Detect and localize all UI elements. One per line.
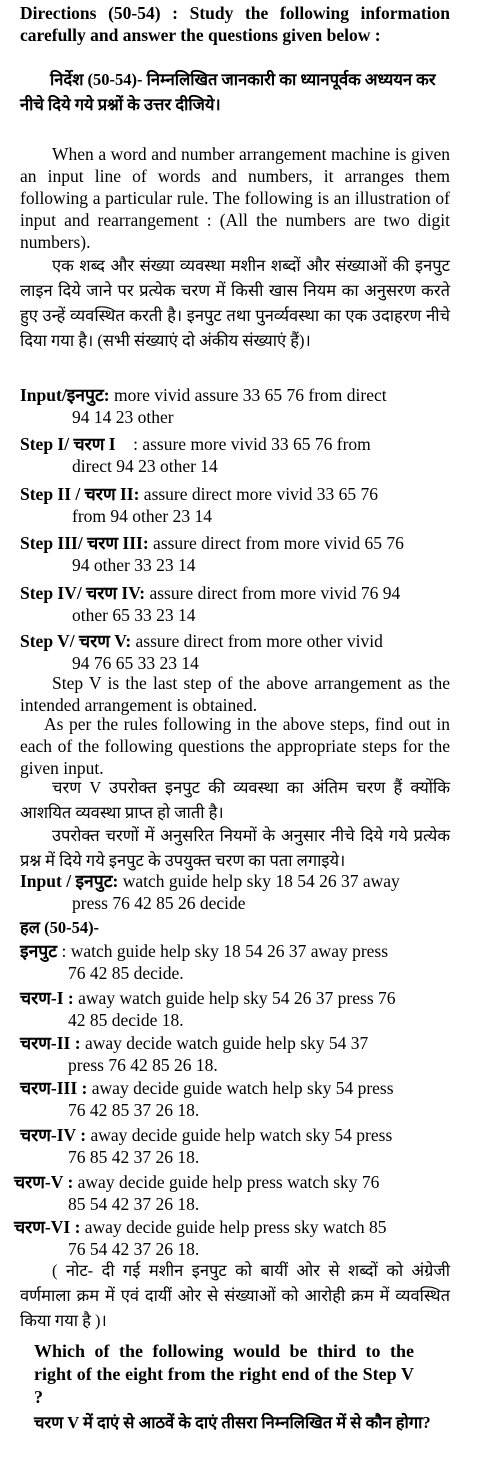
example-step-2 [20,483,460,527]
step-text-continued: 94 14 23 other [72,407,174,427]
step-text: : watch guide help sky 18 54 26 37 away press [57,941,389,961]
question-text-hindi: चरण V में दाएं से आठवें के दाएं तीसरा निम्नलिखित में से कौन होगा? [34,1413,431,1432]
step-text-continued: 76 85 42 37 26 18. [68,1147,200,1167]
example-step-1 [20,433,460,477]
step-text: assure direct from more other vivid [131,631,383,651]
last-step-note-hindi: चरण V उपरोक्त इनपुट की व्यवस्था का अंतिम चरण हैं क्योंकि आशयित व्यवस्था प्राप्त हो जाती है। [20,778,450,822]
step-text: away watch guide help sky 54 26 37 press 76 [73,988,396,1008]
step-text-continued: direct 94 23 other 14 [72,456,218,476]
step-text: more vivid assure 33 65 76 from direct [109,385,387,405]
step-text: away decide watch guide help sky 54 37 [80,1033,369,1053]
directions-heading-hindi: निर्देश (50-54)- निम्नलिखित जानकारी का ध्यानपूर्वक अध्ययन कर नीचे दिये गये प्रश्नों के उत्तर दीजिये। [20,70,436,114]
step-label: Step III/ चरण III: [20,533,149,553]
last-step-note: Step V is the last step of the above arrangement as the intended arrangement is obtained. [20,673,450,715]
step-label: चरण-VI : [14,1217,81,1237]
step-text-continued: other 65 33 23 14 [72,605,196,625]
step-text-continued: 42 85 decide 18. [68,1010,184,1030]
step-text-continued: 76 42 85 37 26 18. [68,1100,200,1120]
directions-heading: Directions (50-54) : Study the following information carefully and answer the questions given below : [20,3,450,45]
example-step-5 [20,630,460,674]
example-input [20,384,460,428]
step-text: away decide guide help press watch sky 76 [73,1172,380,1192]
solution-step-5 [14,1171,470,1215]
given-input-text: watch guide help sky 18 54 26 37 away [118,871,400,891]
solution-input [20,940,470,984]
example-step-3 [20,532,460,576]
step-label: Step II / चरण II: [20,484,140,504]
step-text: assure direct from more vivid 76 94 [145,583,401,603]
step-text: : assure more vivid 33 65 76 from [115,434,371,454]
step-text: away decide guide help watch sky 54 press [86,1125,393,1145]
step-text: assure direct from more vivid 65 76 [148,533,404,553]
example-step-4 [20,582,460,626]
rules-instruction-hindi: उपरोक्त चरणों में अनुसरित नियमों के अनुसार नीचे दिये गये प्रत्येक प्रश्न में दिये गये इनपुट के उपयुक्त चरण का पता लगाइये। [20,826,450,870]
intro-paragraph: When a word and number arrangement machine is given an input line of words and numbers, it arranges them following a particular rule. The following is an illustration of input and rearrangement : (All the numbers are two digit numbers). [20,144,450,252]
solution-step-3 [20,1077,470,1121]
step-label: चरण-V : [14,1172,74,1192]
solution-note: ( नोट- दी गई मशीन इनपुट को बायीं ओर से शब्दों को अंग्रेजी वर्णमाला क्रम में एवं दायीं ओर से संख्याओं को आरोही क्रम में व्यवस्थित किया गया है )। [20,1261,450,1330]
solution-step-6 [14,1216,470,1260]
step-label: Step IV/ चरण IV: [20,583,146,603]
step-label: इनपुट [20,941,58,961]
step-text-continued: from 94 other 23 14 [72,506,212,526]
step-label: चरण-II : [20,1033,81,1053]
step-text-continued: 94 76 65 33 23 14 [72,653,199,673]
step-text-continued: 76 42 85 decide. [68,963,184,983]
step-label: चरण-I : [20,988,74,1008]
given-input-text-continued: press 76 42 85 26 decide [72,893,246,913]
intro-paragraph-hindi: एक शब्द और संख्या व्यवस्था मशीन शब्दों और संख्याओं की इनपुट लाइन दिये जाने पर प्रत्येक चरण में किसी खास नियम का अनुसरण करते हुए उन्हें व्यवस्थित करती है। इनपुट तथा पुनर्व्यवस्था का एक उदाहरण नीचे दिया गया है। (सभी संख्याएं दो अंकीय संख्याएं हैं)। [20,256,450,350]
step-label: चरण-III : [20,1078,88,1098]
step-text-continued: 94 other 33 23 14 [72,555,196,575]
rules-instruction: As per the rules following in the above steps, find out in each of the following questions the appropriate steps for the given input. [20,714,450,778]
step-text: away decide guide help press sky watch 85 [80,1217,387,1237]
step-label: Step I/ चरण I [20,434,116,454]
step-label: Input/इनपुट: [20,385,110,405]
step-text-continued: 85 54 42 37 26 18. [68,1194,200,1214]
given-input [20,870,460,914]
step-text-continued: 76 54 42 37 26 18. [68,1239,200,1259]
step-text: away decide guide watch help sky 54 press [87,1078,394,1098]
question-text: Which of the following would be third to the right of the eight from the right end of the Step V ? [34,1341,414,1407]
solution-step-4 [20,1124,470,1168]
given-input-label: Input / इनपुट: [20,871,119,891]
solution-heading: हल (50-54)- [20,918,100,937]
solution-step-1 [20,987,470,1031]
step-label: चरण-IV : [20,1125,87,1145]
step-text: assure direct more vivid 33 65 76 [139,484,379,504]
solution-step-2 [20,1032,470,1076]
step-label: Step V/ चरण V: [20,631,132,651]
step-text-continued: press 76 42 85 26 18. [68,1055,218,1075]
